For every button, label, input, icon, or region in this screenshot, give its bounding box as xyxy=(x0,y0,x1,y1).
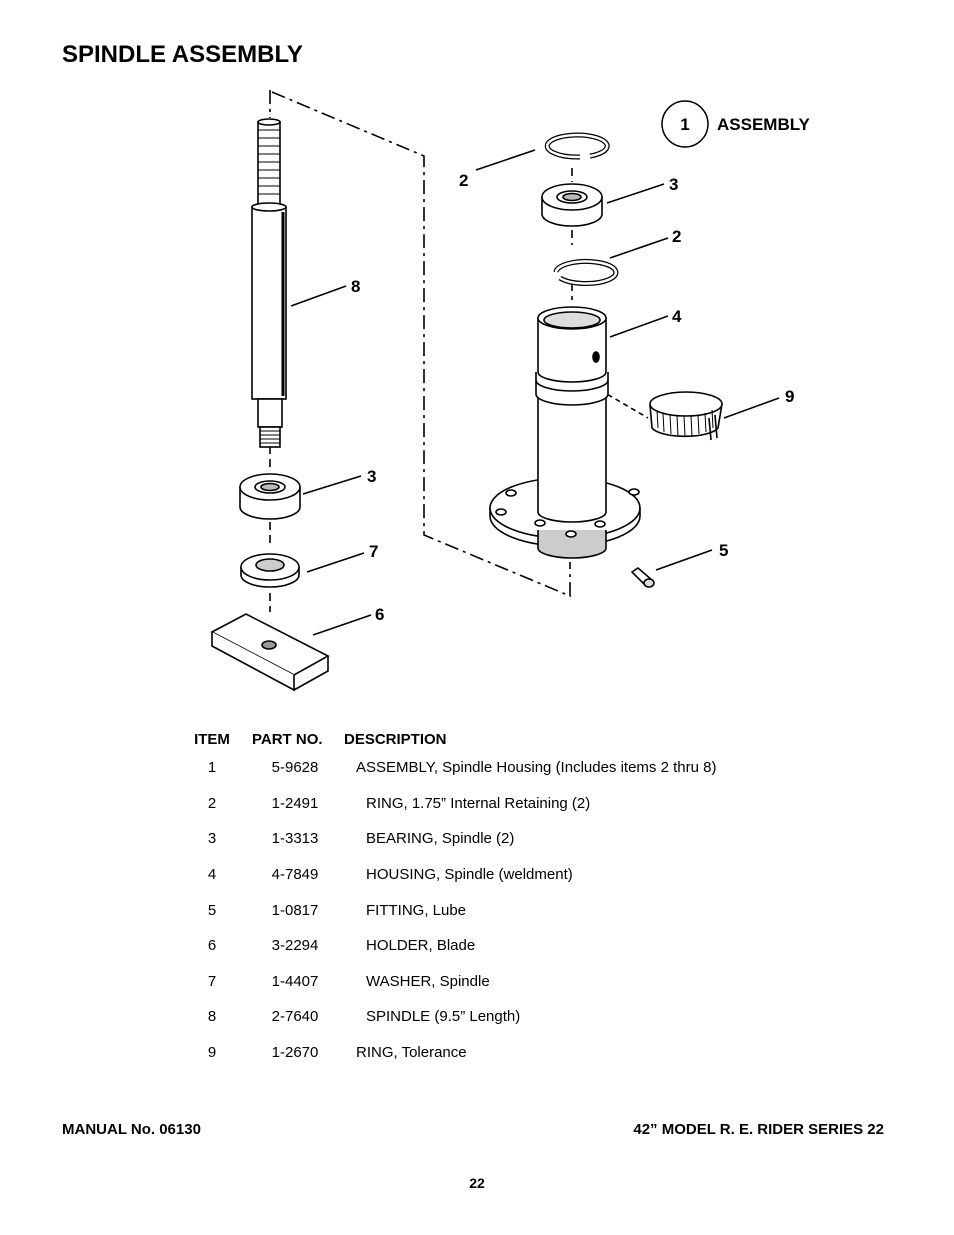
lower-bearing-part xyxy=(240,474,300,519)
spindle-washer-part xyxy=(241,554,299,587)
callout-6: 6 xyxy=(375,605,385,624)
page-number: 22 xyxy=(469,1175,485,1191)
row-part-no: 1-2670 xyxy=(271,1044,319,1062)
lube-fitting-part xyxy=(632,568,654,587)
callout-9: 9 xyxy=(785,387,795,406)
row-description: RING, Tolerance xyxy=(356,1044,467,1062)
header-part-no: PART NO. xyxy=(252,730,323,748)
assembly-label: ASSEMBLY xyxy=(717,115,810,134)
row-description: FITTING, Lube xyxy=(366,901,467,919)
spindle-housing-part xyxy=(490,307,640,558)
row-item: 4 xyxy=(207,866,217,884)
row-part-no: 1-0817 xyxy=(271,901,319,919)
top-retaining-ring-part xyxy=(547,135,607,157)
row-part-no: 3-2294 xyxy=(271,937,319,955)
table-row xyxy=(178,928,716,964)
row-part-no: 4-7849 xyxy=(271,866,319,884)
table-row xyxy=(178,786,716,822)
row-item: 9 xyxy=(207,1044,217,1062)
table-row xyxy=(178,821,716,857)
blade-holder-part xyxy=(212,614,328,690)
tolerance-ring-part xyxy=(650,392,722,440)
row-item: 5 xyxy=(207,901,217,919)
row-part-no: 1-3313 xyxy=(271,830,319,848)
row-description: HOLDER, Blade xyxy=(366,937,476,955)
row-item: 1 xyxy=(207,759,217,777)
callout-5: 5 xyxy=(719,541,729,560)
row-description: RING, 1.75” Internal Retaining (2) xyxy=(366,794,591,812)
row-part-no: 1-2491 xyxy=(271,794,319,812)
middle-retaining-ring-part xyxy=(556,261,616,283)
callout-1: 1 xyxy=(680,115,690,134)
row-description: SPINDLE (9.5” Length) xyxy=(366,1008,521,1026)
callout-4: 4 xyxy=(672,307,682,326)
row-part-no: 1-4407 xyxy=(271,972,319,990)
manual-number: MANUAL No. 06130 xyxy=(62,1121,201,1138)
row-description: ASSEMBLY, Spindle Housing (Includes items 2 thru 8) xyxy=(356,759,717,777)
row-description: BEARING, Spindle (2) xyxy=(366,830,515,848)
table-row xyxy=(178,999,716,1035)
callout-2-top: 2 xyxy=(459,171,469,190)
table-row xyxy=(178,857,716,893)
table-row xyxy=(178,1035,716,1071)
row-item: 6 xyxy=(207,937,217,955)
callout-3-low: 3 xyxy=(367,467,377,486)
row-description: WASHER, Spindle xyxy=(366,972,490,990)
header-description: DESCRIPTION xyxy=(344,730,447,748)
row-item: 3 xyxy=(207,830,217,848)
row-item: 2 xyxy=(207,794,217,812)
table-row xyxy=(178,892,716,928)
row-part-no: 5-9628 xyxy=(271,759,319,777)
parts-list-table xyxy=(178,728,716,1070)
header-item: ITEM xyxy=(194,730,230,748)
table-row xyxy=(178,750,716,786)
callout-3-top: 3 xyxy=(669,175,679,194)
callout-8: 8 xyxy=(351,277,361,296)
callout-7: 7 xyxy=(369,542,379,561)
page-title: SPINDLE ASSEMBLY xyxy=(62,41,303,68)
spindle-shaft-part xyxy=(252,119,286,447)
top-bearing-part xyxy=(542,184,602,226)
table-row xyxy=(178,964,716,1000)
row-description: HOUSING, Spindle (weldment) xyxy=(366,866,573,884)
callout-2-mid: 2 xyxy=(672,227,682,246)
row-item: 7 xyxy=(207,972,217,990)
table-header-row xyxy=(178,728,716,750)
row-part-no: 2-7640 xyxy=(271,1008,319,1026)
model-series: 42” MODEL R. E. RIDER SERIES 22 xyxy=(633,1121,884,1138)
row-item: 8 xyxy=(207,1008,217,1026)
